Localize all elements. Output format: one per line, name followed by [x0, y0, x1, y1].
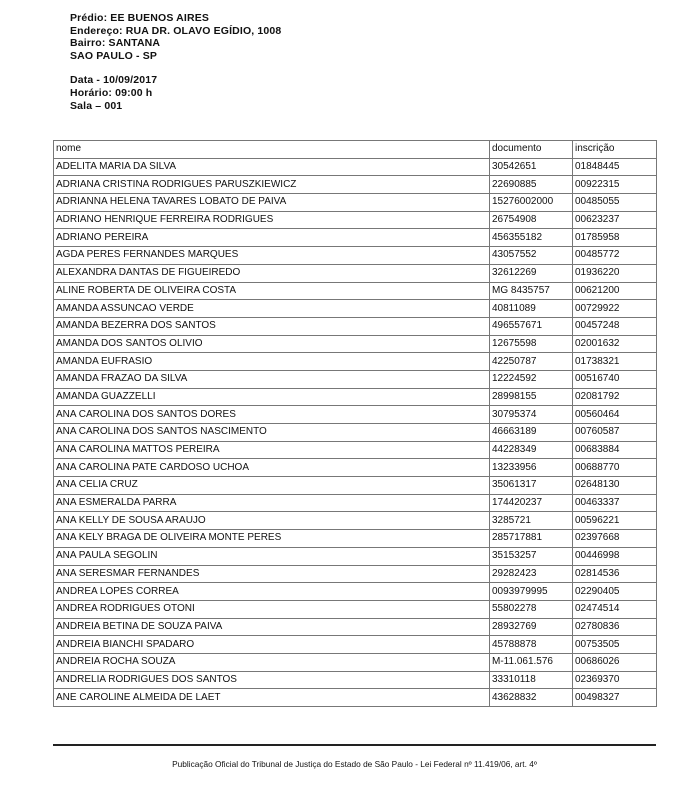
exam-date: Data - 10/09/2017: [70, 74, 158, 87]
cell-documento: 13233956: [490, 459, 573, 477]
cell-inscricao: 01936220: [573, 264, 657, 282]
cell-documento: 22690885: [490, 176, 573, 194]
cell-nome: ANA CAROLINA DOS SANTOS DORES: [54, 406, 490, 424]
table-row: [54, 477, 657, 495]
cell-documento: 30542651: [490, 158, 573, 176]
table-row: [54, 671, 657, 689]
table-row: [54, 565, 657, 583]
cell-inscricao: 02474514: [573, 600, 657, 618]
building-address: Endereço: RUA DR. OLAVO EGÍDIO, 1008: [70, 24, 282, 37]
table-row: [54, 406, 657, 424]
table-row: [54, 300, 657, 318]
cell-inscricao: 01848445: [573, 158, 657, 176]
cell-inscricao: 00623237: [573, 211, 657, 229]
cell-inscricao: 00753505: [573, 636, 657, 654]
cell-documento: 456355182: [490, 229, 573, 247]
cell-documento: 0093979995: [490, 583, 573, 601]
table-row: [54, 653, 657, 671]
table-row: [54, 618, 657, 636]
table-row: [54, 388, 657, 406]
cell-documento: M-11.061.576: [490, 653, 573, 671]
table-row: [54, 353, 657, 371]
cell-nome: AGDA PERES FERNANDES MARQUES: [54, 247, 490, 265]
table-row: [54, 158, 657, 176]
cell-nome: ANA CAROLINA MATTOS PEREIRA: [54, 441, 490, 459]
cell-inscricao: 02814536: [573, 565, 657, 583]
cell-nome: ANA SERESMAR FERNANDES: [54, 565, 490, 583]
cell-inscricao: 02290405: [573, 583, 657, 601]
cell-nome: AMANDA GUAZZELLI: [54, 388, 490, 406]
cell-documento: 174420237: [490, 494, 573, 512]
table-row: [54, 424, 657, 442]
cell-documento: 44228349: [490, 441, 573, 459]
cell-nome: ALEXANDRA DANTAS DE FIGUEIREDO: [54, 264, 490, 282]
table-row: [54, 335, 657, 353]
cell-inscricao: 00560464: [573, 406, 657, 424]
cell-nome: ADRIANO HENRIQUE FERREIRA RODRIGUES: [54, 211, 490, 229]
building-city: SAO PAULO - SP: [70, 49, 158, 62]
cell-documento: 43628832: [490, 689, 573, 707]
cell-inscricao: 02648130: [573, 477, 657, 495]
cell-documento: 285717881: [490, 530, 573, 548]
table-row: [54, 689, 657, 707]
cell-documento: 33310118: [490, 671, 573, 689]
table-row: [54, 211, 657, 229]
cell-documento: 46663189: [490, 424, 573, 442]
cell-documento: 35153257: [490, 547, 573, 565]
cell-nome: ANA CAROLINA DOS SANTOS NASCIMENTO: [54, 424, 490, 442]
cell-inscricao: 00498327: [573, 689, 657, 707]
cell-nome: ANDREA LOPES CORREA: [54, 583, 490, 601]
candidate-table: [53, 140, 657, 707]
table-row: [54, 176, 657, 194]
cell-nome: ANDREIA BETINA DE SOUZA PAIVA: [54, 618, 490, 636]
cell-documento: 32612269: [490, 264, 573, 282]
cell-nome: AMANDA ASSUNCAO VERDE: [54, 300, 490, 318]
cell-nome: ALINE ROBERTA DE OLIVEIRA COSTA: [54, 282, 490, 300]
cell-inscricao: 00485772: [573, 247, 657, 265]
cell-documento: 28998155: [490, 388, 573, 406]
cell-documento: 55802278: [490, 600, 573, 618]
column-header-inscricao: inscrição: [573, 141, 657, 159]
cell-inscricao: 02081792: [573, 388, 657, 406]
cell-nome: ADRIANO PEREIRA: [54, 229, 490, 247]
table-row: [54, 636, 657, 654]
table-row: [54, 547, 657, 565]
cell-nome: ANA KELLY DE SOUSA ARAUJO: [54, 512, 490, 530]
building-name: Prédio: EE BUENOS AIRES: [70, 12, 210, 24]
cell-inscricao: 02397668: [573, 530, 657, 548]
table-body: [54, 158, 657, 706]
cell-documento: 26754908: [490, 211, 573, 229]
cell-inscricao: 00457248: [573, 317, 657, 335]
cell-inscricao: 02001632: [573, 335, 657, 353]
cell-inscricao: 00760587: [573, 424, 657, 442]
table-row: [54, 441, 657, 459]
cell-nome: ANA CELIA CRUZ: [54, 477, 490, 495]
table-row: [54, 317, 657, 335]
table-row: [54, 512, 657, 530]
cell-inscricao: 00686026: [573, 653, 657, 671]
cell-nome: ANA ESMERALDA PARRA: [54, 494, 490, 512]
cell-documento: 35061317: [490, 477, 573, 495]
cell-documento: 45788878: [490, 636, 573, 654]
cell-documento: 12224592: [490, 370, 573, 388]
cell-nome: AMANDA BEZERRA DOS SANTOS: [54, 317, 490, 335]
cell-nome: ADRIANNA HELENA TAVARES LOBATO DE PAIVA: [54, 194, 490, 212]
cell-documento: 40811089: [490, 300, 573, 318]
cell-inscricao: 00596221: [573, 512, 657, 530]
cell-inscricao: 00683884: [573, 441, 657, 459]
cell-inscricao: 00729922: [573, 300, 657, 318]
table-row: [54, 494, 657, 512]
table-row: [54, 194, 657, 212]
cell-nome: AMANDA EUFRASIO: [54, 353, 490, 371]
cell-nome: ANE CAROLINE ALMEIDA DE LAET: [54, 689, 490, 707]
cell-nome: AMANDA DOS SANTOS OLIVIO: [54, 335, 490, 353]
exam-room: Sala – 001: [70, 99, 123, 112]
cell-nome: ANDRELIA RODRIGUES DOS SANTOS: [54, 671, 490, 689]
footer-publication-note: Publicação Oficial do Tribunal de Justiça do Estado de São Paulo - Lei Federal nº 11.419/06, art. 4º: [172, 759, 537, 769]
exam-time: Horário: 09:00 h: [70, 86, 153, 99]
cell-nome: ADELITA MARIA DA SILVA: [54, 158, 490, 176]
cell-nome: ANDREIA ROCHA SOUZA: [54, 653, 490, 671]
table-row: [54, 370, 657, 388]
header-spacer: [70, 62, 281, 74]
cell-inscricao: 01785958: [573, 229, 657, 247]
cell-inscricao: 00621200: [573, 282, 657, 300]
cell-inscricao: 02369370: [573, 671, 657, 689]
table-row: [54, 530, 657, 548]
cell-inscricao: 00485055: [573, 194, 657, 212]
table-row: [54, 247, 657, 265]
cell-inscricao: 00446998: [573, 547, 657, 565]
column-header-nome: nome: [54, 141, 490, 159]
table-row: [54, 459, 657, 477]
cell-inscricao: 00688770: [573, 459, 657, 477]
cell-inscricao: 00463337: [573, 494, 657, 512]
table-row: [54, 583, 657, 601]
cell-inscricao: 00516740: [573, 370, 657, 388]
table-row: [54, 229, 657, 247]
cell-nome: ANA KELY BRAGA DE OLIVEIRA MONTE PERES: [54, 530, 490, 548]
cell-nome: ANA PAULA SEGOLIN: [54, 547, 490, 565]
cell-nome: ADRIANA CRISTINA RODRIGUES PARUSZKIEWICZ: [54, 176, 490, 194]
cell-nome: ANDREA RODRIGUES OTONI: [54, 600, 490, 618]
cell-inscricao: 00922315: [573, 176, 657, 194]
cell-documento: 29282423: [490, 565, 573, 583]
cell-nome: ANDREIA BIANCHI SPADARO: [54, 636, 490, 654]
building-district: Bairro: SANTANA: [70, 37, 161, 50]
cell-documento: 3285721: [490, 512, 573, 530]
cell-nome: ANA CAROLINA PATE CARDOSO UCHOA: [54, 459, 490, 477]
cell-documento: 28932769: [490, 618, 573, 636]
column-header-documento: documento: [490, 141, 573, 159]
table-row: [54, 600, 657, 618]
cell-documento: 12675598: [490, 335, 573, 353]
cell-documento: 43057552: [490, 247, 573, 265]
cell-documento: 42250787: [490, 353, 573, 371]
table-row: [54, 282, 657, 300]
table-row: [54, 264, 657, 282]
cell-documento: MG 8435757: [490, 282, 573, 300]
cell-documento: 496557671: [490, 317, 573, 335]
table-header-row: [54, 141, 657, 159]
document-header: [70, 12, 281, 112]
cell-inscricao: 01738321: [573, 353, 657, 371]
cell-nome: AMANDA FRAZAO DA SILVA: [54, 370, 490, 388]
footer-divider: [53, 744, 656, 746]
cell-inscricao: 02780836: [573, 618, 657, 636]
cell-documento: 15276002000: [490, 194, 573, 212]
cell-documento: 30795374: [490, 406, 573, 424]
